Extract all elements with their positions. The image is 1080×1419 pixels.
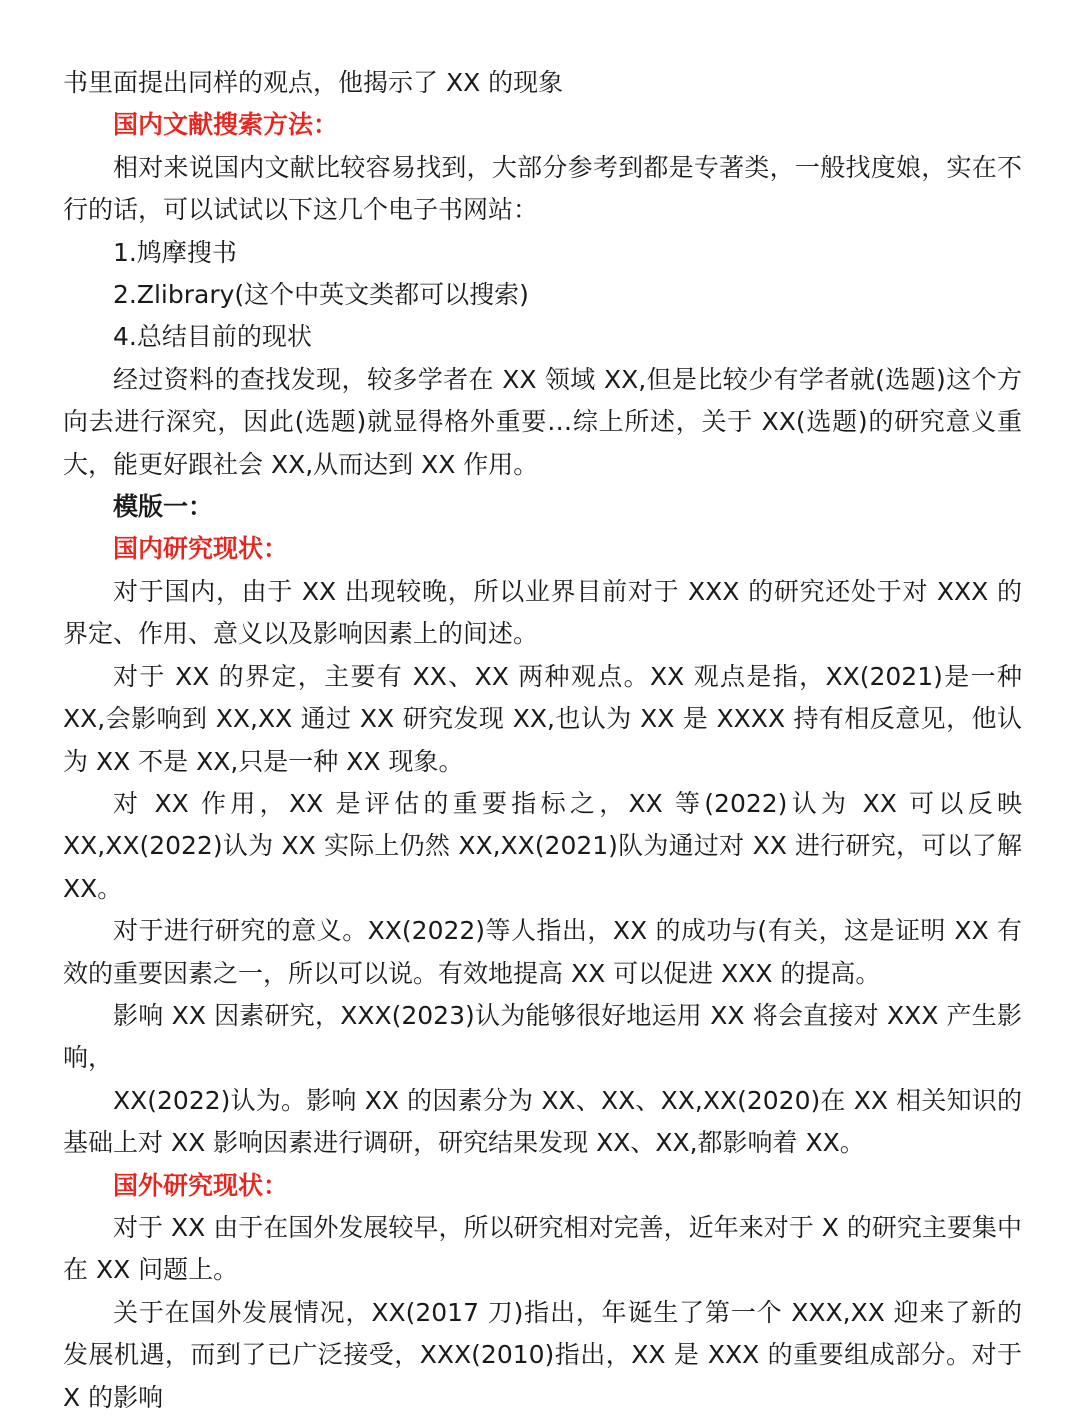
paragraph: 影响 XX 因素研究，XXX(2023)认为能够很好地运用 XX 将会直接对 XXX 产生影响， bbox=[63, 1000, 1022, 1073]
paragraph: XX(2022)认为。影响 XX 的因素分为 XX、XX、XX,XX(2020)在 XX 相关知识的基础上对 XX 影响因素进行调研，研究结果发现 XX、XX,都影响着 XX。 bbox=[63, 1085, 1022, 1158]
list-item: 1.鸠摩搜书 bbox=[113, 237, 237, 267]
heading-domestic-status: 国内研究现状： bbox=[113, 534, 289, 564]
paragraph: 对于进行研究的意义。XX(2022)等人指出，XX 的成功与(有关，这是证明 XX 有效的重要因素之一，所以可以说。有效地提高 XX 可以促进 XXX 的提高。 bbox=[63, 916, 1022, 988]
list-item: 4.总结目前的现状 bbox=[113, 322, 312, 352]
paragraph: 对于国内，由于 XX 出现较晚，所以业界目前对于 XXX 的研究还处于对 XXX 的界定、作用、意义以及影响因素上的间述。 bbox=[63, 576, 1022, 649]
paragraph: 相对来说国内文献比较容易找到，大部分参考到都是专著类，一般找度娘，实在不行的话，可以试试以下这几个电子书网站： bbox=[63, 152, 1022, 225]
paragraph: 关于在国外发展情况，XX(2017 刀)指出，年诞生了第一个 XXX,XX 迎来了新的发展机遇，而到了已广泛接受，XXX(2010)指出，XX 是 XXX 的重要组成部分。对于 X 的影响 bbox=[63, 1297, 1022, 1412]
list-item: 2.Zlibrary(这个中英文类都可以搜索) bbox=[113, 280, 529, 310]
paragraph: 经过资料的查找发现，较多学者在 XX 领域 XX,但是比较少有学者就(选题)这个方向去进行深究，因此(选题)就显得格外重要…综上所述，关于 XX(选题)的研究意义重大，能更好跟社会 XX,从而达到 XX 作用。 bbox=[63, 364, 1022, 479]
paragraph: 对于 XX 的界定，主要有 XX、XX 两种观点。XX 观点是指，XX(2021)是一种 XX,会影响到 XX,XX 通过 XX 研究发现 XX,也认为 XX 是 XXXX 持有相反意见，他认为 XX 不是 XX,只是一种 XX 现象。 bbox=[63, 661, 1022, 776]
heading-template: 模版一： bbox=[113, 492, 214, 522]
paragraph: 对于 XX 由于在国外发展较早，所以研究相对完善，近年来对于 X 的研究主要集中在 XX 问题上。 bbox=[63, 1212, 1022, 1285]
heading-foreign-status: 国外研究现状： bbox=[113, 1170, 289, 1200]
heading-domestic-search: 国内文献搜索方法： bbox=[113, 110, 339, 140]
text-line: 书里面提出同样的观点，他揭示了 XX 的现象 bbox=[63, 68, 564, 97]
paragraph: 对 XX 作用，XX 是评估的重要指标之，XX 等(2022)认为 XX 可以反映 XX,XX(2022)认为 XX 实际上仍然 XX,XX(2021)队为通过对 XX 进行研究，可以了解 XX。 bbox=[63, 788, 1022, 903]
